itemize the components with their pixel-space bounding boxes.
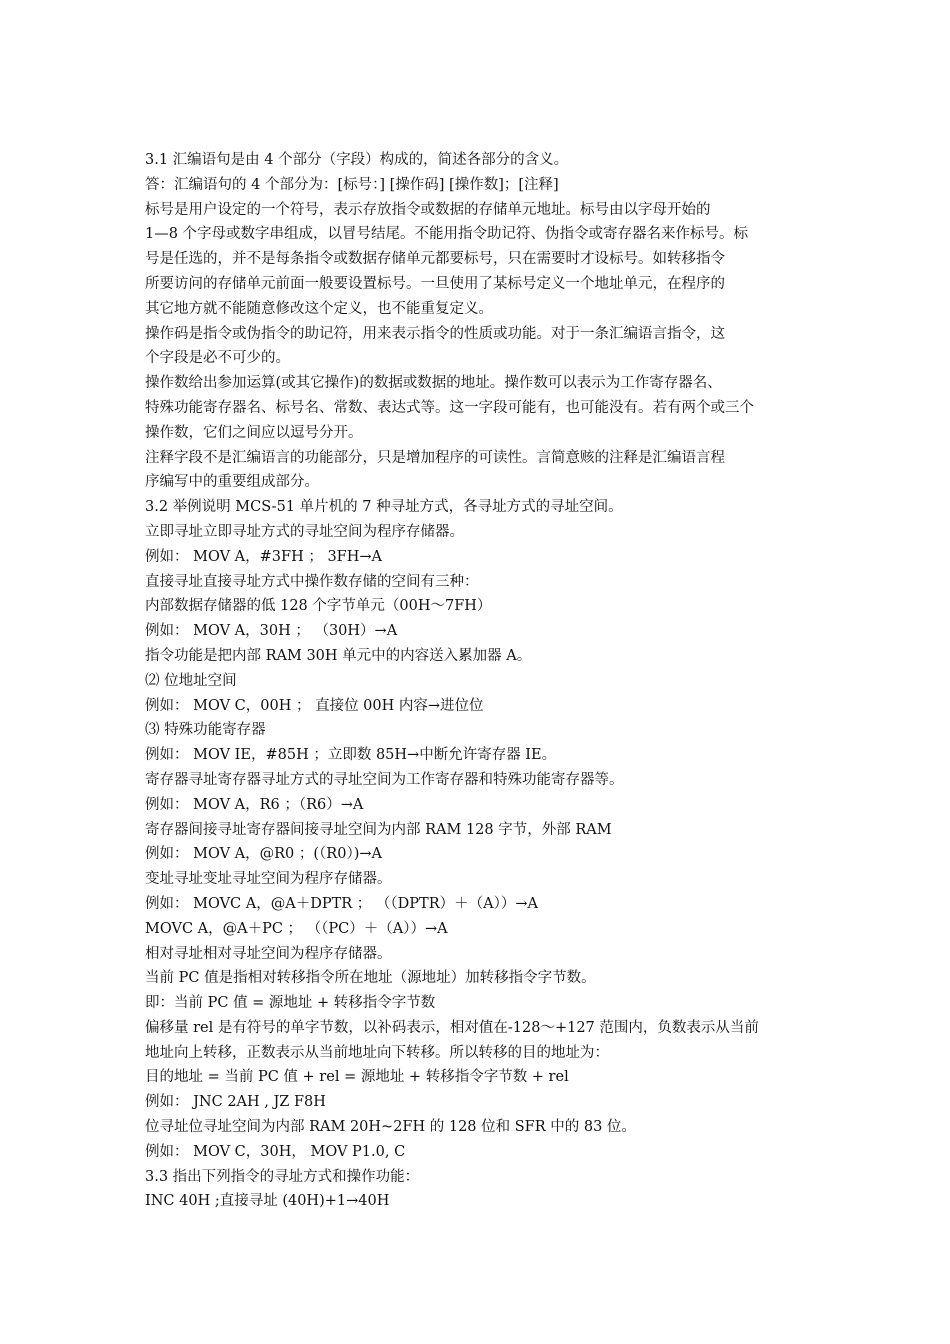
code-example: 例如： MOV A，R6 ；（R6）→A — [145, 796, 364, 813]
document-body — [145, 148, 809, 1214]
text-line: 个字段是必不可少的。 — [145, 350, 290, 367]
text-line: 目的地址 = 当前 PC 值 + rel = 源地址 + 转移指令字节数 + rel — [145, 1069, 569, 1086]
text-line: 寄存器寻址寄存器寻址方式的寻址空间为工作寄存器和特殊功能寄存器等。 — [145, 771, 624, 788]
text-line: 号是任选的，并不是每条指令或数据存储单元都要标号，只在需要时才设标号。如转移指令 — [145, 251, 725, 268]
code-example: 例如： MOV A，#3FH ； 3FH→A — [145, 548, 382, 565]
text-line: 操作码是指令或伪指令的助记符，用来表示指令的性质或功能。对于一条汇编语言指令，这 — [145, 325, 725, 342]
text-line: 1—8 个字母或数字串组成，以冒号结尾。不能用指令助记符、伪指令或寄存器名来作标号。标 — [145, 226, 749, 243]
text-line: 即：当前 PC 值 = 源地址 + 转移指令字节数 — [145, 995, 436, 1012]
question-3-1: 3.1 汇编语句是由 4 个部分（字段）构成的，简述各部分的含义。 — [145, 152, 569, 168]
code-example: 例如： MOV IE，#85H ；立即数 85H→中断允许寄存器 IE。 — [145, 747, 557, 764]
code-example: 例如： MOV C，00H ； 直接位 00H 内容→进位位 — [145, 697, 484, 714]
text-line: 其它地方就不能随意修改这个定义，也不能重复定义。 — [145, 300, 493, 317]
text-line: 直接寻址直接寻址方式中操作数存储的空间有三种： — [145, 573, 479, 590]
text-line: 内部数据存储器的低 128 个字节单元（00H～7FH） — [145, 598, 492, 615]
text-line: 寄存器间接寻址寄存器间接寻址空间为内部 RAM 128 字节，外部 RAM — [145, 821, 612, 838]
code-example: 例如： MOVC A，@A＋DPTR ； （（DPTR）＋（A））→A — [145, 895, 538, 912]
question-3-3: 3.3 指出下列指令的寻址方式和操作功能： — [145, 1168, 420, 1185]
answer-3-1-intro: 答：汇编语句的 4 个部分为：[标号：] [操作码] [操作数]；[注释] — [145, 176, 559, 193]
text-line: 所要访问的存储单元前面一般要设置标号。一旦使用了某标号定义一个地址单元，在程序的 — [145, 275, 725, 292]
text-line: ⑵ 位地址空间 — [145, 672, 237, 689]
code-example: 例如： MOV C，30H， MOV P1.0, C — [145, 1143, 406, 1160]
text-line: 相对寻址相对寻址空间为程序存储器。 — [145, 945, 392, 962]
code-example: 例如： JNC 2AH , JZ F8H — [145, 1094, 326, 1111]
code-example: INC 40H ;直接寻址 (40H)+1→40H — [145, 1193, 390, 1210]
text-line: 当前 PC 值是指相对转移指令所在地址（源地址）加转移指令字节数。 — [145, 970, 596, 987]
text-line: ⑶ 特殊功能寄存器 — [145, 722, 266, 739]
text-line: 操作数，它们之间应以逗号分开。 — [145, 424, 363, 441]
text-line: 指令功能是把内部 RAM 30H 单元中的内容送入累加器 A。 — [145, 647, 532, 664]
text-line: 地址向上转移，正数表示从当前地址向下转移。所以转移的目的地址为： — [145, 1044, 609, 1061]
code-example: 例如： MOV A，30H ； （30H）→A — [145, 623, 398, 640]
question-3-2: 3.2 举例说明 MCS-51 单片机的 7 种寻址方式，各寻址方式的寻址空间。 — [145, 499, 623, 516]
text-line: 位寻址位寻址空间为内部 RAM 20H~2FH 的 128 位和 SFR 中的 83 位。 — [145, 1119, 636, 1136]
text-line: 标号是用户设定的一个符号，表示存放指令或数据的存储单元地址。标号由以字母开始的 — [145, 201, 711, 218]
code-example: MOVC A，@A＋PC ； （（PC）＋（A））→A — [145, 920, 448, 937]
text-line: 立即寻址立即寻址方式的寻址空间为程序存储器。 — [145, 523, 464, 540]
text-line: 注释字段不是汇编语言的功能部分，只是增加程序的可读性。言简意赅的注释是汇编语言程 — [145, 449, 725, 466]
text-line: 特殊功能寄存器名、标号名、常数、表达式等。这一字段可能有，也可能没有。若有两个或三个 — [145, 399, 754, 416]
text-line: 序编写中的重要组成部分。 — [145, 474, 319, 491]
text-line: 偏移量 rel 是有符号的单字节数，以补码表示，相对值在-128～+127 范围内，负数表示从当前 — [145, 1019, 759, 1036]
text-line: 变址寻址变址寻址空间为程序存储器。 — [145, 871, 392, 888]
text-line: 操作数给出参加运算(或其它操作)的数据或数据的地址。操作数可以表示为工作寄存器名、 — [145, 375, 722, 392]
code-example: 例如： MOV A，@R0 ；(（R0）)→A — [145, 846, 382, 863]
